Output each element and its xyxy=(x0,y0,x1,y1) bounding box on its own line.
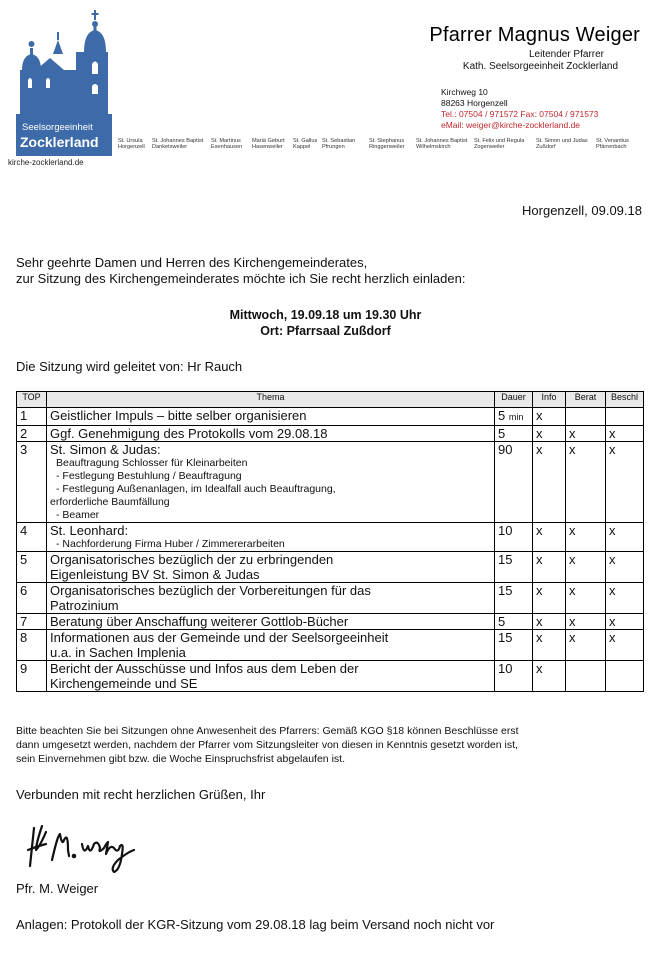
meeting-info xyxy=(0,307,651,339)
table-row: 8 Informationen aus der Gemeinde und der Seelsorgeeinheit u.a. in Sachen Implenia 15 x x x xyxy=(17,630,644,661)
address-email[interactable]: eMail: weiger@kirche-zocklerland.de xyxy=(441,120,581,130)
col-top: TOP xyxy=(17,392,47,408)
parish-list xyxy=(118,138,648,158)
table-row: 4 St. Leonhard: - Nachforderung Firma Huber / Zimmererarbeiten 10 x x x xyxy=(17,523,644,552)
pastor-title: Leitender Pfarrer xyxy=(528,49,604,60)
address-city: 88263 Horgenzell xyxy=(441,98,508,108)
parish-item: Mariä Geburt Hasenweiler xyxy=(252,138,285,151)
col-info: Info xyxy=(533,392,566,408)
logo-line1: Seelsorgeeinheit xyxy=(22,122,93,133)
parish-item: St. Johannes Baptist Wilhelmskirch xyxy=(416,138,468,151)
table-header-row xyxy=(17,392,644,408)
signature xyxy=(24,820,154,876)
table-row: 1 Geistlicher Impuls – bitte selber organisieren 5 min x xyxy=(17,408,644,426)
salutation: Sehr geehrte Damen und Herren des Kirchengemeinderates, zur Sitzung des Kirchengemeinderates möchte ich Sie recht herzlich einladen: xyxy=(16,255,466,286)
logo-website: kirche-zocklerland.de xyxy=(8,158,84,167)
logo-line2: Zocklerland xyxy=(20,134,99,150)
table-row: 7 Beratung über Anschaffung weiterer Gottlob-Bücher 5 x x x xyxy=(17,614,644,630)
address-street: Kirchweg 10 xyxy=(441,87,488,97)
table-row: 3 St. Simon & Judas: Beauftragung Schlosser für Kleinarbeiten - Festlegung Bestuhlung / Beauftragung - Festlegung Außenanlagen, im Idealfall auch Beauftragung, erforderliche Baumfällung - Beamer 90 x x x xyxy=(17,442,644,523)
closing: Verbunden mit recht herzlichen Grüßen, Ihr xyxy=(16,787,266,802)
parish-item: St. Stephanus Ringgenweiler xyxy=(369,138,405,151)
pastor-unit: Kath. Seelsorgeeinheit Zocklerland xyxy=(462,61,618,72)
letterhead xyxy=(380,24,640,72)
table-row: 2 Ggf. Genehmigung des Protokolls vom 29.08.18 5 x x x xyxy=(17,426,644,442)
parish-item: St. Sebastian Pfrungen xyxy=(322,138,356,151)
parish-item: St. Johannes Baptist Danketsweiler xyxy=(152,138,204,151)
meeting-where: Ort: Pfarrsaal Zußdorf xyxy=(260,324,391,338)
agenda-table xyxy=(16,391,644,692)
table-row: 9 Bericht der Ausschüsse und Infos aus dem Leben der Kirchengemeinde und SE 10 x xyxy=(17,661,644,692)
kgo-note: Bitte beachten Sie bei Sitzungen ohne Anwesenheit des Pfarrers: Gemäß KGO §18 können Beschlüsse erst dann umgesetzt werden, nachdem der Pfarrer vom Sitzungsleiter von diesen in Kenntnis gesetzt worden ist, sein Einvernehmen gibt bzw. die Woche Einspruchsfrist abgelaufen ist. xyxy=(16,725,519,765)
parish-item: St. Gallus Kappel xyxy=(293,138,318,151)
col-dauer: Dauer xyxy=(495,392,533,408)
col-thema: Thema xyxy=(47,392,495,408)
col-berat: Berat xyxy=(566,392,606,408)
signer-name: Pfr. M. Weiger xyxy=(16,881,99,896)
col-beschl: Beschl xyxy=(606,392,644,408)
parish-item: St. Ursula Horgenzell xyxy=(118,138,145,151)
attachments: Anlagen: Protokoll der KGR-Sitzung vom 29.08.18 lag beim Versand noch nicht vor xyxy=(16,917,495,932)
pastor-name: Pfarrer Magnus Weiger xyxy=(429,24,640,46)
parish-logo xyxy=(16,10,112,170)
table-row: 5 Organisatorisches bezüglich der zu erbringenden Eigenleistung BV St. Simon & Judas 15 x x x xyxy=(17,552,644,583)
meeting-when: Mittwoch, 19.09.18 um 19.30 Uhr xyxy=(229,308,422,322)
address-block xyxy=(441,87,598,131)
meeting-chair: Die Sitzung wird geleitet von: Hr Rauch xyxy=(16,359,243,374)
letter-date: Horgenzell, 09.09.18 xyxy=(522,203,642,218)
parish-item: St. Martinus Esenhausen xyxy=(211,138,243,151)
parish-item: St. Simon und Judas Zußdorf xyxy=(536,138,588,151)
address-phone: Tel.: 07504 / 971572 Fax: 07504 / 971573 xyxy=(441,109,599,119)
table-row: 6 Organisatorisches bezüglich der Vorbereitungen für das Patrozinium 15 x x x xyxy=(17,583,644,614)
parish-item: St. Felix und Regula Zogenweiler xyxy=(474,138,525,151)
parish-item: St. Venantius Pfärrenbach xyxy=(596,138,629,151)
